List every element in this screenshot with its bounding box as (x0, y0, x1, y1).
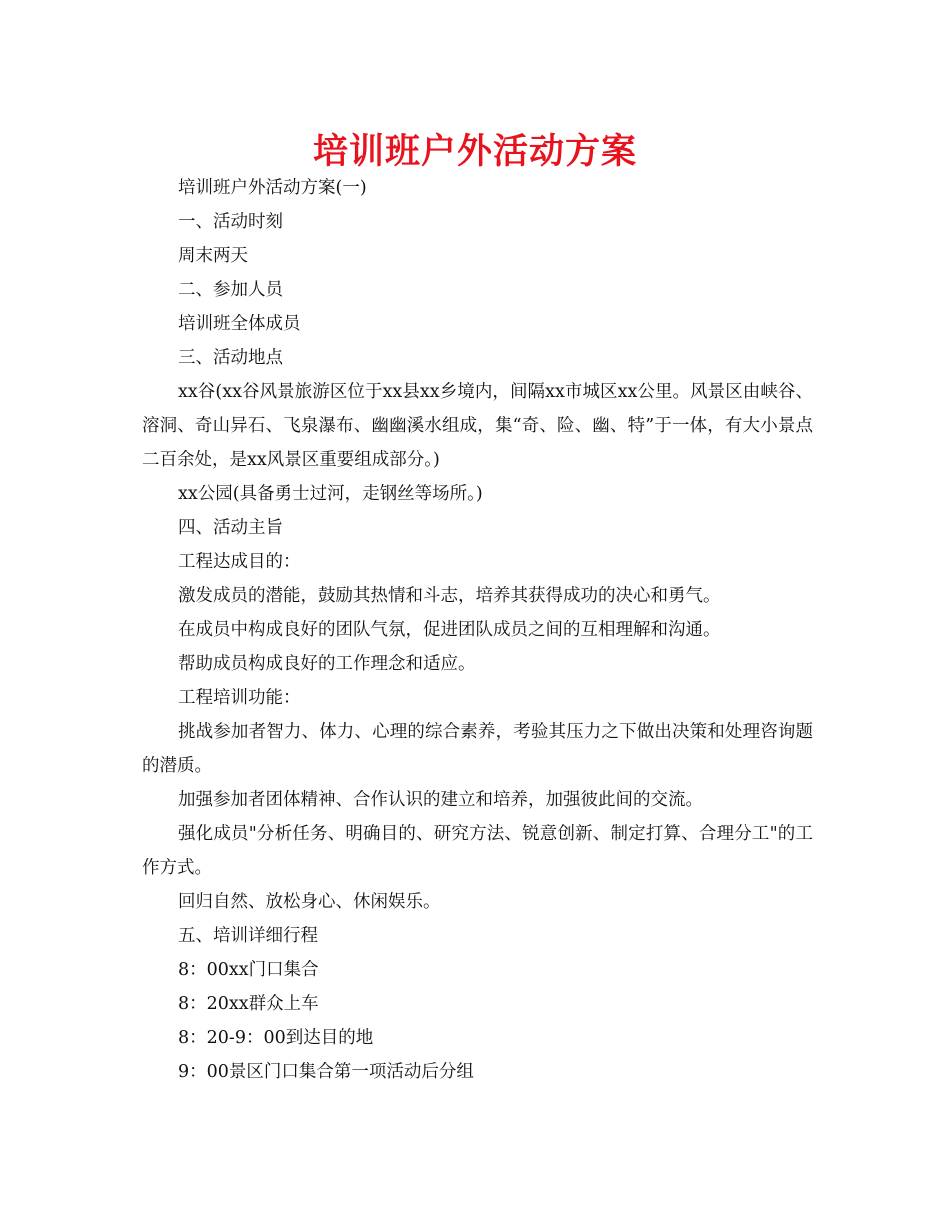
paragraph: 回归自然、放松身心、休闲娱乐。 (178, 892, 441, 912)
paragraph: 工程达成目的： (178, 552, 301, 572)
section-heading: 四、活动主旨 (178, 518, 283, 538)
section-heading: 一、活动时刻 (178, 212, 283, 232)
paragraph: xx公园(具备勇士过河，走钢丝等场所。) (178, 484, 483, 504)
paragraph: 培训班全体成员 (178, 314, 301, 334)
paragraph: 培训班户外活动方案(一) (178, 178, 367, 198)
paragraph: xx谷(xx谷风景旅游区位于xx县xx乡境内，间隔xx市城区xx公里。风景区由峡谷、溶洞、奇山异石、飞泉瀑布、幽幽溪水组成，集“奇、险、幽、特”于一体，有大小景点二百余处，是xx风景区重要组成部分。) (142, 382, 813, 470)
paragraph: 在成员中构成良好的团队气氛，促进团队成员之间的互相理解和沟通。 (178, 620, 721, 640)
document-title: 培训班户外活动方案 (312, 131, 637, 172)
section-heading: 五、培训详细行程 (178, 926, 318, 946)
paragraph: 挑战参加者智力、体力、心理的综合素养，考验其压力之下做出决策和处理咨询题的潜质。 (142, 722, 813, 776)
section-heading: 三、活动地点 (178, 348, 283, 368)
paragraph: 激发成员的潜能，鼓励其热情和斗志，培养其获得成功的决心和勇气。 (178, 586, 721, 606)
section-heading: 二、参加人员 (178, 280, 283, 300)
schedule-item: 9：00景区门口集合第一项活动后分组 (178, 1062, 474, 1082)
schedule-item: 8：20xx群众上车 (178, 994, 319, 1014)
schedule-item: 8：00xx门口集合 (178, 960, 319, 980)
document-body (142, 171, 813, 1089)
paragraph: 工程培训功能： (178, 688, 301, 708)
schedule-item: 8：20-9：00到达目的地 (178, 1028, 374, 1048)
paragraph: 加强参加者团体精神、合作认识的建立和培养，加强彼此间的交流。 (178, 790, 703, 810)
paragraph: 周末两天 (178, 246, 248, 266)
paragraph: 强化成员"分析任务、明确目的、研究方法、锐意创新、制定打算、合理分工"的工作方式。 (142, 824, 813, 878)
paragraph: 帮助成员构成良好的工作理念和适应。 (178, 654, 476, 674)
